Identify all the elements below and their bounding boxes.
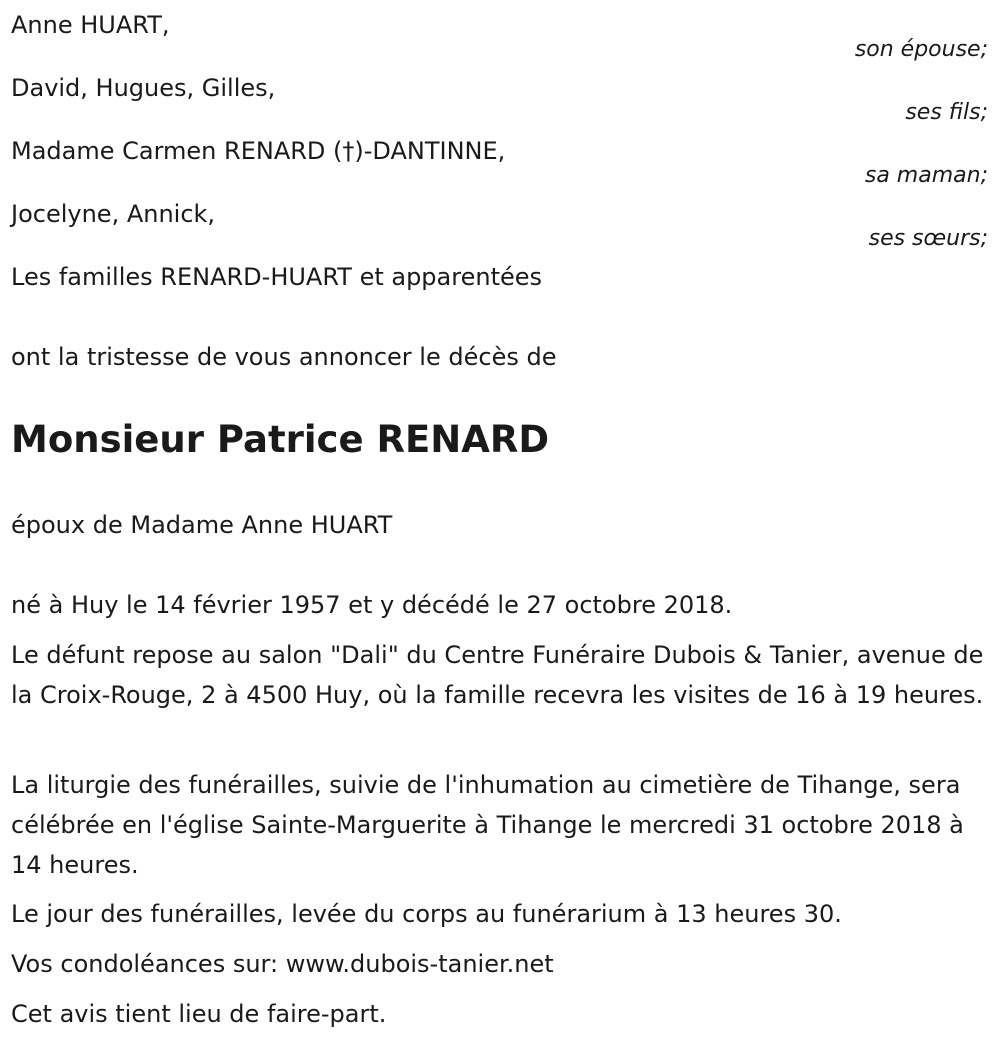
- family-name-mother: Madame Carmen RENARD (†)-DANTINNE,: [11, 137, 506, 165]
- paragraph-repose: Le défunt repose au salon "Dali" du Centre Funéraire Dubois & Tanier, avenue de la Croix-Rouge, 2 à 4500 Huy, où la famille recevra les visites de 16 à 19 heures.: [11, 641, 984, 709]
- family-name-sisters: Jocelyne, Annick,: [11, 200, 216, 228]
- spouse-line: époux de Madame Anne HUART: [11, 511, 393, 539]
- announcement-text: ont la tristesse de vous annoncer le décès de: [11, 343, 557, 371]
- paragraph-liturgy: La liturgie des funérailles, suivie de l'inhumation au cimetière de Tihange, sera célébrée en l'église Sainte-Marguerite à Tihange le mercredi 31 octobre 2018 à 14 heures.: [11, 771, 964, 879]
- relation-mother: sa maman;: [864, 163, 988, 188]
- paragraph-notice: Cet avis tient lieu de faire-part.: [11, 1000, 387, 1028]
- family-name-sons: David, Hugues, Gilles,: [11, 74, 276, 102]
- deceased-name: Monsieur Patrice RENARD: [11, 418, 550, 461]
- family-name-relatives: Les familles RENARD-HUART et apparentées: [11, 263, 543, 291]
- relation-sisters: ses sœurs;: [868, 226, 988, 251]
- paragraph-birth-death: né à Huy le 14 février 1957 et y décédé le 27 octobre 2018.: [11, 591, 733, 619]
- family-name-spouse: Anne HUART,: [11, 11, 170, 39]
- relation-spouse: son épouse;: [854, 37, 988, 62]
- relation-sons: ses fils;: [905, 100, 988, 125]
- paragraph-levee: Le jour des funérailles, levée du corps au funérarium à 13 heures 30.: [11, 900, 842, 928]
- paragraph-condolences: Vos condoléances sur: www.dubois-tanier.net: [11, 950, 554, 978]
